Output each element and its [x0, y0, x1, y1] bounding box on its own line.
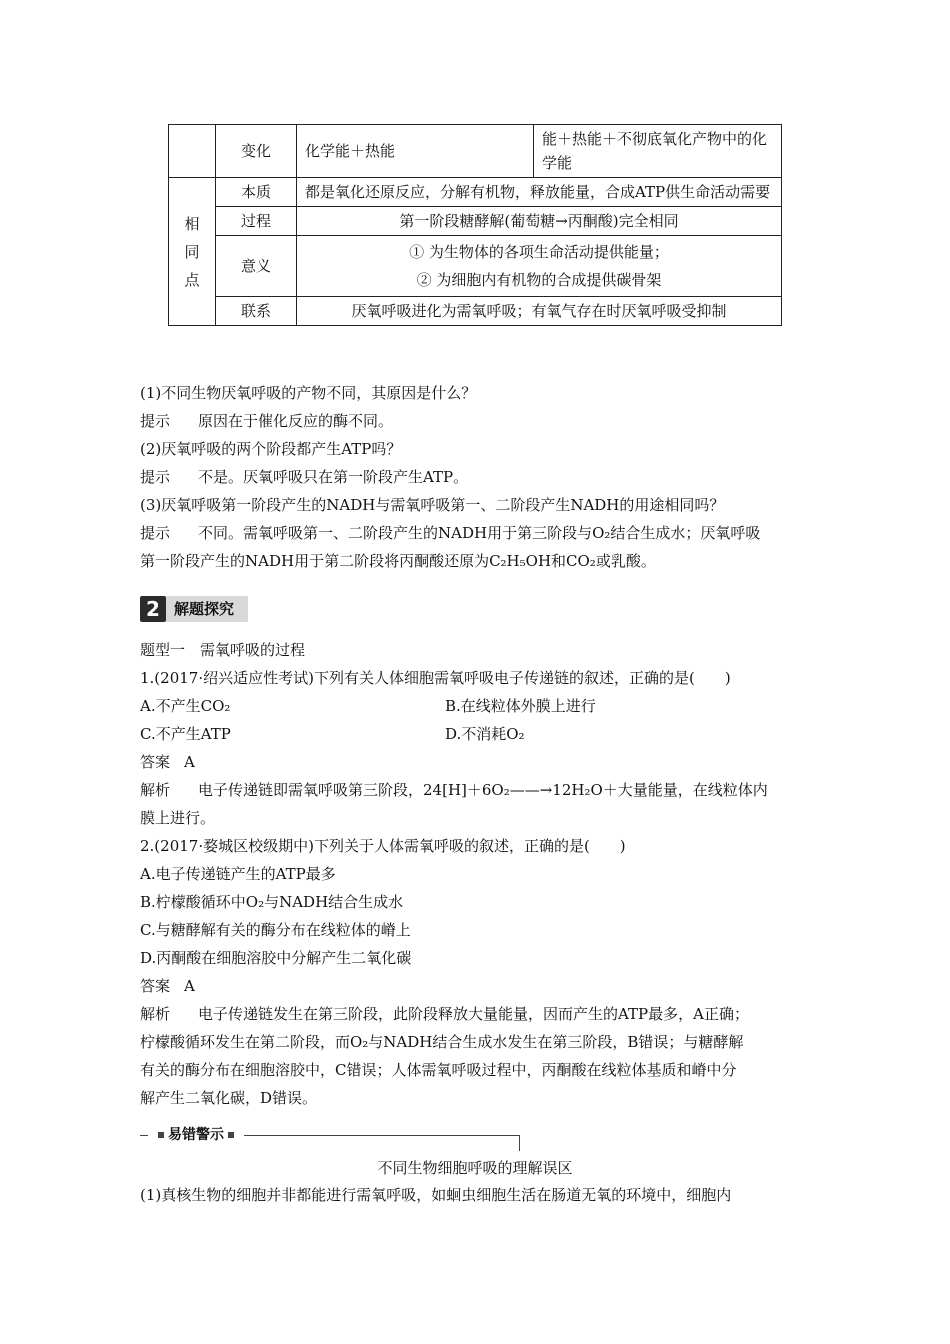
problem-1-option-b: B.在线粒体外膜上进行	[445, 697, 596, 715]
hint-label: 提示	[140, 524, 171, 542]
row-label: 过程	[216, 207, 297, 236]
problem-2-analysis-cont: 解产生二氧化碳，D错误。	[140, 1089, 318, 1107]
section-header	[140, 596, 248, 622]
problem-1-analysis-cont: 膜上进行。	[140, 809, 216, 827]
square-icon	[158, 1132, 164, 1138]
question-1: (1)不同生物厌氧呼吸的产物不同，其原因是什么？	[140, 384, 477, 402]
table-row	[169, 125, 782, 178]
problem-1-stem: 1.(2017·绍兴适应性考试)下列有关人体细胞需氧呼吸电子传递链的叙述，正确的是( )	[140, 669, 731, 687]
problem-2-option-d: D.丙酮酸在细胞溶胶中分解产生二氧化碳	[140, 949, 412, 967]
answer-value: A	[184, 753, 195, 771]
analysis-text: 电子传递链即需氧呼吸第三阶段，24[H]＋6O₂——→12H₂O＋大量能量，在线粒体内	[198, 781, 768, 799]
warning-label-text: 易错警示	[168, 1127, 224, 1143]
row-label: 联系	[216, 297, 297, 326]
problem-2-answer	[140, 976, 195, 996]
row-label: 变化	[216, 125, 297, 178]
hint-2	[140, 467, 468, 487]
table-cell: 厌氧呼吸进化为需氧呼吸；有氧气存在时厌氧呼吸受抑制	[297, 297, 782, 326]
answer-label: 答案	[140, 977, 171, 995]
problem-1-analysis	[140, 780, 768, 800]
problem-2-analysis-cont: 柠檬酸循环发生在第二阶段，而O₂与NADH结合生成水发生在第三阶段，B错误；与糖酵解	[140, 1033, 744, 1051]
question-2: (2)厌氧呼吸的两个阶段都产生ATP吗？	[140, 440, 402, 458]
row-label: 本质	[216, 178, 297, 207]
problem-2-option-c: C.与糖酵解有关的酶分布在线粒体的嵴上	[140, 921, 411, 939]
analysis-label: 解析	[140, 1005, 171, 1023]
table-row	[169, 236, 782, 297]
table-row	[169, 207, 782, 236]
warning-title: 不同生物细胞呼吸的理解误区	[377, 1159, 573, 1177]
question-3: (3)厌氧呼吸第一阶段产生的NADH与需氧呼吸第一、二阶段产生NADH的用途相同吗？	[140, 496, 725, 514]
hint-text: 不是。厌氧呼吸只在第一阶段产生ATP。	[198, 468, 469, 486]
table-cell: 第一阶段糖酵解(葡萄糖→丙酮酸)完全相同	[297, 207, 782, 236]
answer-value: A	[184, 977, 195, 995]
table-cell	[297, 236, 782, 297]
hint-3	[140, 523, 760, 543]
section-title: 解题探究	[166, 596, 248, 622]
problem-1-option-a: A.不产生CO₂	[140, 697, 231, 715]
group-label-text: 相 同 点	[184, 214, 200, 289]
hint-label: 提示	[140, 468, 171, 486]
problem-2-analysis-cont: 有关的酶分布在细胞溶胶中，C错误；人体需氧呼吸过程中，丙酮酸在线粒体基质和嵴中分	[140, 1061, 737, 1079]
answer-label: 答案	[140, 753, 171, 771]
problem-2-stem: 2.(2017·婺城区校级期中)下列关于人体需氧呼吸的叙述，正确的是( )	[140, 837, 626, 855]
analysis-text: 电子传递链发生在第三阶段，此阶段释放大量能量，因而产生的ATP最多，A正确；	[198, 1005, 749, 1023]
hint-text: 原因在于催化反应的酶不同。	[198, 412, 394, 430]
question-type-heading: 题型一 需氧呼吸的过程	[140, 641, 306, 659]
problem-1-option-d: D.不消耗O₂	[445, 725, 525, 743]
warning-rule-end	[519, 1135, 520, 1151]
warning-text: (1)真核生物的细胞并非都能进行需氧呼吸，如蛔虫细胞生活在肠道无氧的环境中，细胞内	[140, 1186, 732, 1204]
group-label	[169, 178, 216, 326]
table-row	[169, 178, 782, 207]
hint-3-cont: 第一阶段产生的NADH用于第二阶段将丙酮酸还原为C₂H₅OH和CO₂或乳酸。	[140, 552, 656, 570]
warning-header	[140, 1124, 520, 1152]
hint-label: 提示	[140, 412, 171, 430]
group-cell-empty	[169, 125, 216, 178]
problem-1-option-c: C.不产生ATP	[140, 725, 231, 743]
hint-1	[140, 411, 393, 431]
table-cell-line: ① 为生物体的各项生命活动提供能量；	[409, 243, 669, 261]
problem-1-answer	[140, 752, 195, 772]
table-cell-line: ② 为细胞内有机物的合成提供碳骨架	[416, 271, 662, 289]
table-cell: 都是氧化还原反应，分解有机物，释放能量，合成ATP供生命活动需要	[297, 178, 782, 207]
table-cell: 能＋热能＋不彻底氧化产物中的化学能	[534, 125, 782, 178]
analysis-label: 解析	[140, 781, 171, 799]
table-row	[169, 297, 782, 326]
square-icon	[228, 1132, 234, 1138]
table-cell: 化学能＋热能	[297, 125, 534, 178]
problem-2-analysis	[140, 1004, 749, 1024]
hint-text: 不同。需氧呼吸第一、二阶段产生的NADH用于第三阶段与O₂结合生成水；厌氧呼吸	[198, 524, 761, 542]
section-number: 2	[140, 596, 166, 622]
comparison-table	[168, 124, 782, 326]
problem-2-option-b: B.柠檬酸循环中O₂与NADH结合生成水	[140, 893, 404, 911]
warning-label	[148, 1124, 244, 1146]
row-label: 意义	[216, 236, 297, 297]
problem-2-option-a: A.电子传递链产生的ATP最多	[140, 865, 336, 883]
